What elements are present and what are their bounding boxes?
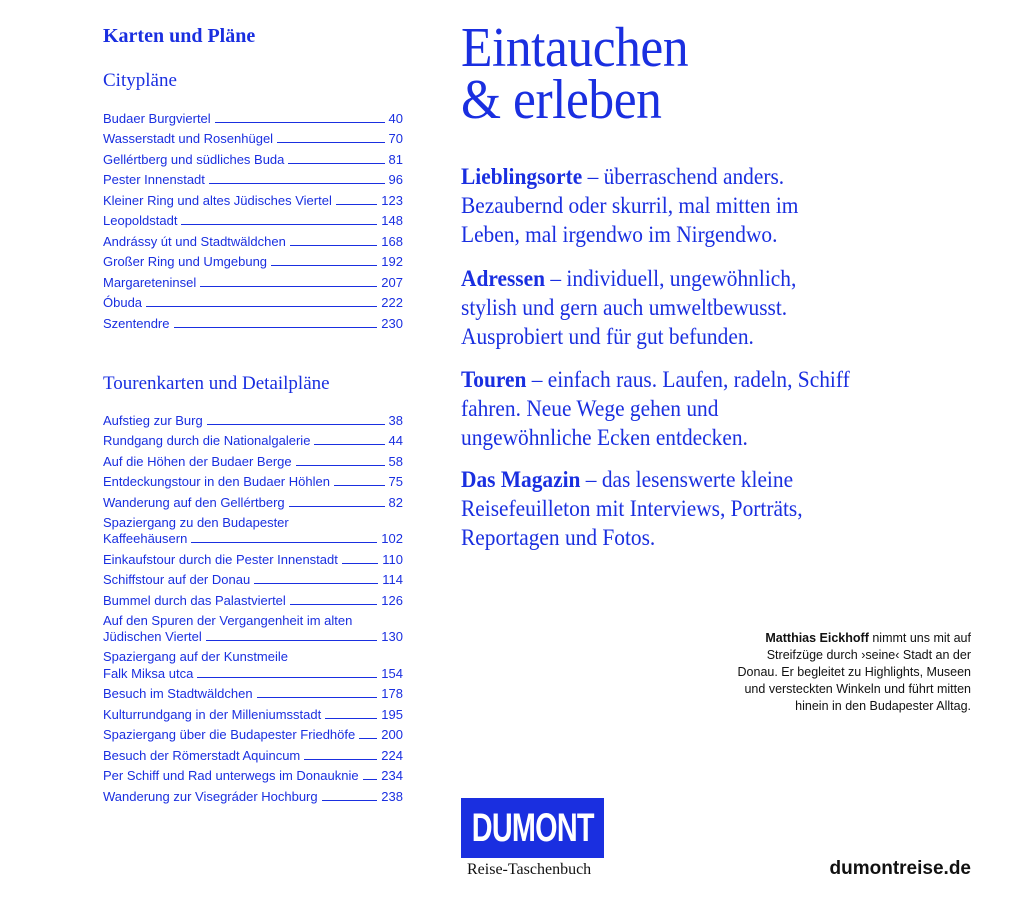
toc-entry [103,568,403,589]
logo-subtitle: Reise-Taschenbuch [467,861,592,878]
toc-entry [103,629,403,646]
toc-entry [103,250,403,271]
toc-entry-label: Wasserstadt und Rosenhügel [103,131,274,146]
toc-entry-label: Auf die Höhen der Budaer Berge [103,453,292,469]
toc-leader-line [336,204,377,205]
toc-page-number: 234 [381,768,403,783]
toc-entry [103,147,403,168]
toc-entry-label: Einkaufstour durch die Pester Innenstadt [103,551,338,567]
toc-leader-line [363,779,378,780]
feature-title: Touren [461,367,527,392]
toc-leader-line [200,286,377,287]
toc-page-number: 126 [381,592,403,608]
toc-entry [103,743,403,764]
toc-entry [103,682,403,703]
toc-page-number: 230 [381,315,403,331]
toc-entry [103,408,403,429]
toc-entry [103,723,403,744]
toc-entry-label: Aufstieg zur Burg [103,412,203,428]
toc-leader-line [215,122,385,123]
toc-leader-line [290,245,377,246]
toc-page-number: 114 [382,572,403,587]
toc-entry-label: Per Schiff und Rad unterwegs im Donauknie [103,768,359,783]
logo-text: DUMONT [471,805,594,850]
toc-page-number: 82 [388,494,403,510]
toc-entry [103,127,403,148]
toc-entry-label: Budaer Burgviertel [103,110,211,126]
toc-entry-line1: Spaziergang auf der Kunstmeile [103,649,289,664]
toc-page-number: 123 [381,192,403,208]
toc-leader-line [277,142,384,143]
toc-entry [103,531,403,548]
toc-entry [103,168,403,189]
toc-leader-line [197,677,377,678]
toc-entry-label: Spaziergang über die Budapester Friedhöfe [103,727,356,742]
toc-page-number: 40 [388,110,403,126]
maps-heading: Karten und Pläne [103,25,256,47]
toc-leader-line [257,697,378,698]
headline-line-1: Eintauchen [461,17,689,79]
toc-entry [103,106,403,127]
toc-leader-line [314,444,384,445]
feature-favorites [461,162,852,249]
toc-page-number: 130 [381,629,403,644]
toc-entry-label: Andrássy út und Stadtwäldchen [103,233,286,249]
toc-entry [103,209,403,230]
toc-entry-label: Óbuda [103,295,143,310]
author-text: nimmt uns mit auf Streifzüge durch ›seine‹ Stadt an der Donau. Er begleitet zu Highlights, Museen und versteckten Winkeln und führt mitten hinein in den Budapester Alltag. [737,631,971,713]
citymaps-heading: Citypläne [103,70,177,91]
toc-leader-line [334,485,385,486]
toc-page-number: 102 [381,531,403,546]
feature-text: – das lesenswerte kleine Reisefeuilleton mit Interviews, Porträts, Reportagen und Fotos. [461,467,803,550]
toc-leader-line [304,759,377,760]
toc-entry [103,665,403,682]
toc-page-number: 38 [388,412,403,428]
toc-leader-line [322,800,378,801]
feature-magazine [461,465,852,552]
toc-entry [103,784,403,805]
toc-leader-line [206,640,378,641]
dumont-logo [461,798,604,858]
toc-entry-label: Margareteninsel [103,274,197,290]
toc-entry-label: Schiffstour auf der Donau [103,572,251,587]
toc-entry [103,429,403,450]
author-name: Matthias Eickhoff [765,631,869,645]
toc-leader-line [174,327,378,328]
toc-leader-line [209,183,385,184]
toc-entry-label: Entdeckungstour in den Budaer Höhlen [103,474,330,489]
toc-entry-label: Rundgang durch die Nationalgalerie [103,433,311,448]
toc-leader-line [325,718,377,719]
toc-entry-label: Szentendre [103,315,170,331]
toc-entry [103,702,403,723]
headline [461,17,689,131]
toc-leader-line [342,563,378,564]
toc-leader-line [290,604,377,605]
toc-leader-line [271,265,377,266]
toc-entry-line1: Spaziergang zu den Budapester [103,514,289,530]
toc-page-number: 58 [388,453,403,469]
website-url: dumontreise.de [829,858,971,879]
toc-page-number: 238 [381,788,403,804]
toc-entry [103,311,403,332]
toc-page-number: 222 [381,295,403,310]
toc-entry-label: Kleiner Ring und altes Jüdisches Viertel [103,192,332,208]
citymaps-list [103,106,403,332]
toc-page-number: 178 [381,686,403,701]
toc-page-number: 44 [388,433,403,448]
feature-tours [461,365,852,452]
toc-entry-label: Pester Innenstadt [103,172,205,187]
toc-page-number: 224 [381,747,403,763]
toc-leader-line [289,506,385,507]
toc-page-number: 154 [381,665,403,681]
toc-page-number: 96 [388,172,403,187]
toc-leader-line [191,542,377,543]
toc-leader-line [207,424,385,425]
toc-page-number: 168 [381,233,403,249]
toc-entry-line1: Auf den Spuren der Vergangenheit im alten [103,612,353,628]
toc-leader-line [296,465,385,466]
toc-page-number: 195 [381,706,403,722]
toc-page-number: 207 [381,274,403,290]
toc-page-number: 200 [381,727,403,742]
toc-entry-label: Wanderung auf den Gellértberg [103,494,285,510]
toc-entry [103,490,403,511]
toc-entry-label: Bummel durch das Palastviertel [103,592,286,608]
toc-entry-label: Großer Ring und Umgebung [103,254,268,269]
toc-entry-label: Jüdischen Viertel [103,629,202,644]
toc-entry [103,588,403,609]
toc-entry [103,449,403,470]
toc-page-number: 75 [388,474,403,489]
toc-leader-line [359,738,377,739]
toc-entry-label: Besuch im Stadtwäldchen [103,686,253,701]
tours-heading: Tourenkarten und Detailpläne [103,373,330,394]
toc-leader-line [146,306,377,307]
toc-page-number: 70 [388,131,403,146]
toc-entry-label: Leopoldstadt [103,213,178,228]
toc-entry [103,291,403,312]
author-blurb [731,630,971,715]
toc-leader-line [254,583,378,584]
toc-page-number: 192 [381,254,403,269]
toc-page-number: 148 [381,213,403,228]
toc-entry [103,547,403,568]
toc-entry [103,470,403,491]
feature-title: Lieblingsorte [461,164,583,189]
toc-entry [103,188,403,209]
feature-title: Adressen [461,266,545,291]
toc-entry-label: Falk Miksa utca [103,665,194,681]
tours-list [103,408,403,805]
toc-leader-line [288,163,384,164]
toc-entry-label: Wanderung zur Visegráder Hochburg [103,788,318,804]
toc-entry-label: Besuch der Römerstadt Aquincum [103,747,301,763]
toc-page-number: 110 [382,551,403,567]
toc-entry [103,764,403,785]
feature-addresses [461,264,852,351]
toc-entry [103,229,403,250]
toc-leader-line [181,224,377,225]
toc-entry [103,270,403,291]
feature-text: – einfach raus. Laufen, radeln, Schiff fahren. Neue Wege gehen und ungewöhnliche Ecken entdecken. [461,367,850,450]
headline-line-2: & erleben [461,69,662,131]
feature-title: Das Magazin [461,467,581,492]
feature-text: – individuell, ungewöhnlich, stylish und gern auch umweltbewusst. Ausprobiert und für gut befunden. [461,266,797,349]
feature-text: – überraschend anders. Bezaubernd oder skurril, mal mitten im Leben, mal irgendwo im Nirgendwo. [461,164,799,247]
toc-entry-label: Gellértberg und südliches Buda [103,151,285,167]
toc-entry-label: Kulturrundgang in der Milleniumsstadt [103,706,322,722]
toc-entry-label: Kaffeehäusern [103,531,188,546]
toc-page-number: 81 [388,151,403,167]
